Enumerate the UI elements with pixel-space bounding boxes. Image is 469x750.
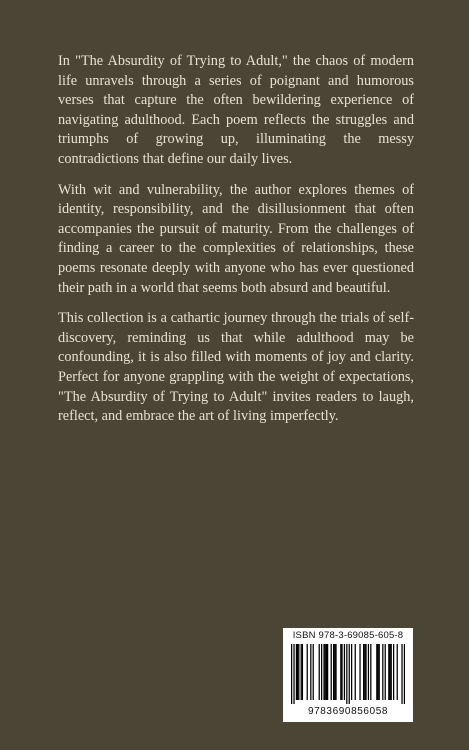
back-cover-blurb bbox=[58, 52, 414, 438]
barcode-bar bbox=[334, 644, 335, 700]
barcode-bar bbox=[397, 644, 398, 700]
blurb-paragraph-2: With wit and vulnerability, the author explores themes of identity, responsibility, and the disillusionment that often accompanies the pursuit of maturity. From the challenges of finding a career to the complexities of relationships, these poems resonate deeply with anyone who has ever questioned their path in a world that seems both absurd and beautiful. bbox=[58, 181, 414, 296]
barcode-bar bbox=[341, 644, 342, 700]
barcode-bar bbox=[291, 644, 292, 704]
barcode-bar bbox=[340, 644, 341, 700]
barcode-bar bbox=[355, 644, 356, 700]
barcode-bar bbox=[307, 644, 308, 700]
barcode-bar bbox=[359, 644, 360, 700]
barcode-bar bbox=[297, 644, 298, 700]
barcode-bar bbox=[293, 644, 294, 704]
barcode-bar bbox=[319, 644, 320, 700]
barcode-bar bbox=[321, 644, 322, 700]
barcode-bar bbox=[376, 644, 377, 700]
barcode-bar bbox=[298, 644, 299, 700]
barcode-bar bbox=[326, 644, 327, 700]
barcode-bar bbox=[331, 644, 332, 700]
barcode-bar bbox=[379, 644, 380, 700]
barcode-bar bbox=[313, 644, 314, 700]
barcode-bar bbox=[296, 644, 297, 700]
barcode-bar bbox=[377, 644, 378, 700]
barcode-bar bbox=[364, 644, 365, 700]
blurb-paragraph-3: This collection is a cathartic journey through the trials of self-discovery, reminding us that while adulthood may be confounding, it is also filled with moments of joy and clarity. Perfect for anyone grappling with the weight of expectations, "The Absurdity of Trying to Adult" invites readers to laugh, reflect, and embrace the art of living imperfectly. bbox=[58, 310, 414, 425]
barcode-bar bbox=[344, 644, 345, 700]
barcode-bar bbox=[335, 644, 336, 700]
isbn-label: ISBN 978-3-69085-605-8 bbox=[292, 630, 404, 641]
barcode-bar bbox=[385, 644, 386, 700]
barcode-bars bbox=[291, 644, 405, 704]
barcode-bar bbox=[327, 644, 328, 700]
barcode-bar bbox=[346, 644, 347, 704]
barcode-bar bbox=[333, 644, 334, 700]
barcode-bar bbox=[302, 644, 303, 700]
barcode-bar bbox=[382, 644, 383, 700]
barcode-bar bbox=[323, 644, 324, 700]
barcode-bar bbox=[391, 644, 392, 700]
barcode-bar bbox=[401, 644, 402, 704]
barcode-bar bbox=[363, 644, 364, 700]
barcode-bar bbox=[389, 644, 390, 700]
barcode-bar bbox=[365, 644, 366, 700]
barcode-bar bbox=[370, 644, 371, 700]
barcode-bar bbox=[325, 644, 326, 700]
barcode-bar bbox=[388, 644, 389, 700]
barcode-bar bbox=[349, 644, 350, 704]
isbn-barcode bbox=[283, 628, 413, 722]
barcode-bar bbox=[368, 644, 369, 700]
barcode-digits: 9783690856058 bbox=[307, 706, 389, 717]
barcode-bar bbox=[404, 644, 405, 704]
barcode-bar bbox=[301, 644, 302, 700]
blurb-paragraph-1: In "The Absurdity of Trying to Adult," the chaos of modern life unravels through a series of poignant and humorous verses that capture the often bewildering experience of navigating adulthood. Each poem reflects the struggles and triumphs of growing up, illuminating the messy contradictions that define our daily lives. bbox=[58, 53, 414, 167]
barcode-bar bbox=[393, 644, 394, 700]
barcode-bar bbox=[310, 644, 311, 700]
barcode-bar bbox=[351, 644, 352, 700]
